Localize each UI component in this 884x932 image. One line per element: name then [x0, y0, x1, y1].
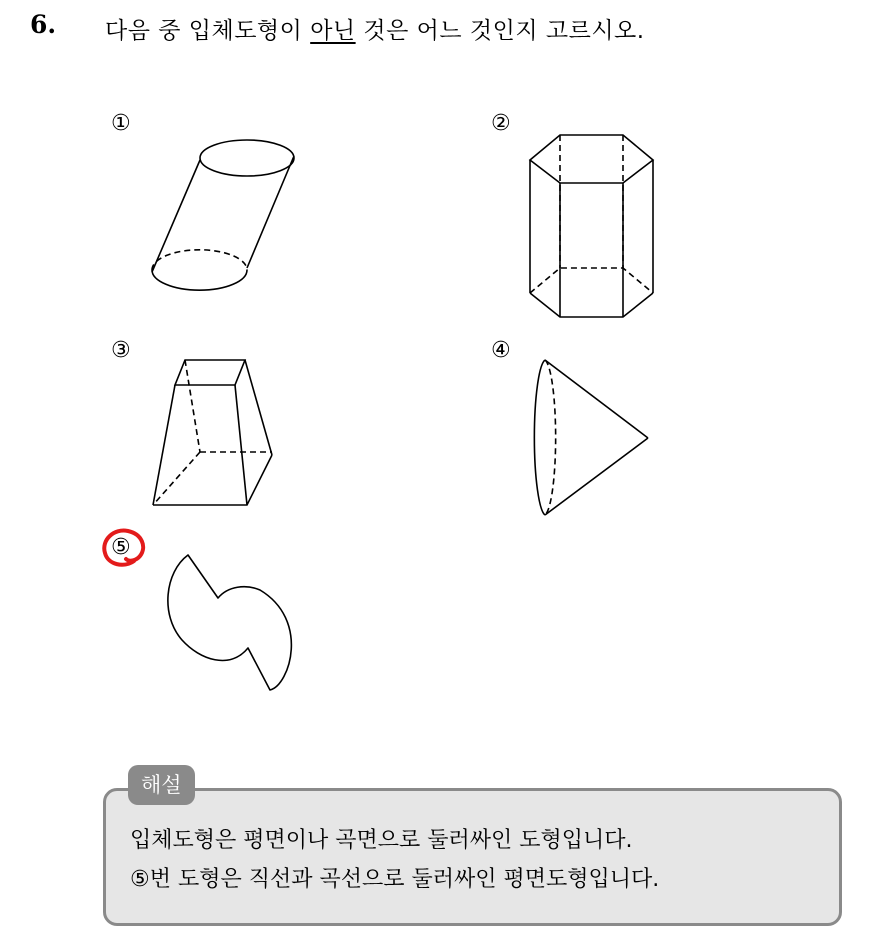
solution-tag: 해설	[128, 765, 195, 805]
prism-top-face	[530, 135, 653, 183]
plane-figure	[160, 550, 305, 695]
cylinder-left-edge	[152, 160, 200, 272]
question-text-after: 것은 어느 것인지 고르시오.	[355, 18, 645, 44]
frustum-hidden-edges	[153, 360, 272, 505]
cone-figure	[525, 355, 655, 520]
solution-line-2: ⑤번 도형은 직선과 곡선으로 둘러싸인 평면도형입니다.	[130, 867, 660, 892]
cone-base-back-dashed	[545, 360, 556, 515]
option-5-label[interactable]: ⑤	[111, 535, 131, 560]
question-text-before: 다음 중 입체도형이	[105, 18, 311, 44]
cylinder-top-ellipse	[200, 140, 294, 176]
prism-hidden-edges	[530, 135, 653, 293]
question-number: 6.	[30, 10, 57, 39]
option-4-label[interactable]: ④	[491, 338, 511, 363]
question-text-underlined: 아닌	[310, 18, 356, 44]
option-2-label[interactable]: ②	[491, 111, 511, 136]
cylinder-bottom-back-dashed	[152, 250, 247, 270]
prism-bottom-front	[530, 293, 653, 317]
frustum-figure	[145, 355, 280, 515]
hexagonal-prism-figure	[520, 125, 660, 325]
solution-box	[103, 788, 842, 926]
option-3-label[interactable]: ③	[111, 338, 131, 363]
solution-line-1: 입체도형은 평면이나 곡면으로 둘러싸인 도형입니다.	[130, 828, 633, 853]
question-text	[105, 12, 645, 45]
cylinder-bottom-front	[152, 270, 247, 290]
option-1-label[interactable]: ①	[111, 111, 131, 136]
oblique-cylinder-figure	[140, 130, 300, 300]
cone-base-front	[534, 360, 545, 515]
cylinder-right-edge	[247, 156, 294, 268]
